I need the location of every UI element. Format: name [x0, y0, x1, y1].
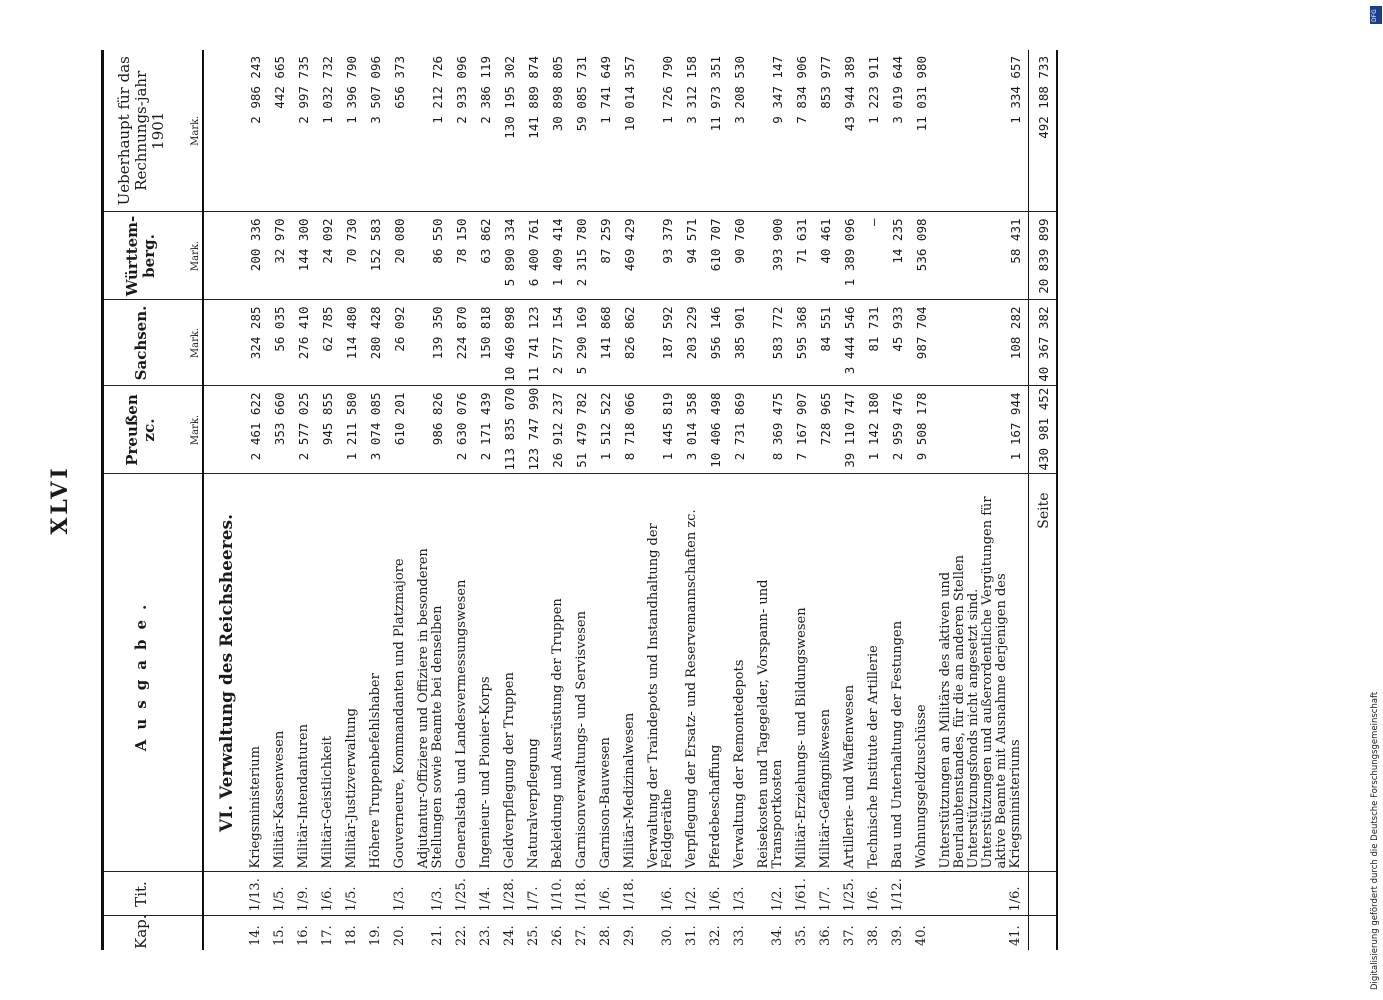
- wuerttemberg-cell: 1 389 096: [838, 212, 862, 300]
- kap-cell: 24.: [502, 925, 517, 946]
- description-cell: Technische Institute der Artillerie: [862, 474, 886, 872]
- tit-cell: 1/28.: [498, 872, 522, 916]
- total-cell: 141 889 874: [522, 50, 546, 212]
- kap-cell: 31.: [684, 925, 699, 946]
- sachsen-cell: 956 146: [704, 300, 728, 386]
- sachsen-cell: 2 577 154: [546, 300, 570, 386]
- table-row: [340, 50, 364, 950]
- kap-cell: 18.: [344, 925, 359, 946]
- wuerttemberg-cell: 32 970: [268, 212, 292, 300]
- description-cell: Pferdebeschaffung: [704, 474, 728, 872]
- tit-cell: 1/6.: [934, 872, 1029, 916]
- wuerttemberg-cell: 87 259: [594, 212, 618, 300]
- wuerttemberg-cell: 78 150: [450, 212, 474, 300]
- table-row: [412, 50, 450, 950]
- tit-cell: 1/13.: [244, 872, 268, 916]
- description-cell: Militär-Geistlichkeit: [316, 474, 340, 872]
- kap-cell: 39.: [890, 925, 905, 946]
- preussen-cell: 2 731 869: [728, 386, 752, 474]
- kap-cell: 34.: [770, 925, 785, 946]
- tit-cell: 1/3.: [388, 872, 412, 916]
- tit-cell: 1/5.: [340, 872, 364, 916]
- section-total: [203, 50, 244, 212]
- total-cell: 1 223 911: [862, 50, 886, 212]
- wuerttemberg-cell: 1 409 414: [546, 212, 570, 300]
- digitization-note: [1370, 20, 1383, 990]
- wuerttemberg-cell: 393 900: [752, 212, 790, 300]
- sum-tit: [1029, 872, 1058, 916]
- tit-cell: 1/2.: [752, 872, 790, 916]
- sachsen-cell: 385 901: [728, 300, 752, 386]
- section-preussen: [203, 386, 244, 474]
- kap-cell: 23.: [478, 925, 493, 946]
- wuerttemberg-cell: 2 315 780: [570, 212, 594, 300]
- header-row: [103, 50, 179, 950]
- kap-cell: 35.: [794, 925, 809, 946]
- total-cell: 9 347 147: [752, 50, 790, 212]
- wuerttemberg-cell: 63 862: [474, 212, 498, 300]
- table-row: [594, 50, 618, 950]
- unit-empty-kap: [178, 916, 203, 950]
- table-row: [814, 50, 838, 950]
- preussen-cell: 3 014 358: [680, 386, 704, 474]
- total-cell: 130 195 302: [498, 50, 522, 212]
- kap-header: Kap.: [103, 916, 179, 950]
- sachsen-cell: 324 285: [244, 300, 268, 386]
- table-body: [203, 50, 1029, 950]
- sachsen-cell: 826 862: [618, 300, 642, 386]
- tit-cell: 1/9.: [292, 872, 316, 916]
- tit-cell: 1/25.: [450, 872, 474, 916]
- wuerttemberg-cell: 20 080: [388, 212, 412, 300]
- total-cell: 3 208 530: [728, 50, 752, 212]
- tit-cell: 1/25.: [838, 872, 862, 916]
- preussen-cell: 1 167 944: [934, 386, 1029, 474]
- preussen-cell: 26 912 237: [546, 386, 570, 474]
- sum-preussen: 430 981 452: [1029, 386, 1058, 474]
- wuerttemberg-cell: 200 336: [244, 212, 268, 300]
- wuerttemberg-cell: 469 429: [618, 212, 642, 300]
- table-row: [450, 50, 474, 950]
- sachsen-cell: 203 229: [680, 300, 704, 386]
- preussen-cell: 2 959 476: [886, 386, 910, 474]
- description-cell: Militär-Medizinalwesen: [618, 474, 642, 872]
- description-cell: Naturalverpflegung: [522, 474, 546, 872]
- table-row: [838, 50, 862, 950]
- table-row: [910, 50, 934, 950]
- tit-cell: 1/2.: [680, 872, 704, 916]
- expenditure-table: [101, 50, 1058, 950]
- preussen-cell: 610 201: [388, 386, 412, 474]
- kap-cell: 28.: [598, 925, 613, 946]
- preussen-cell: 123 747 990: [522, 386, 546, 474]
- tit-cell: 1/7.: [814, 872, 838, 916]
- table-row: [316, 50, 340, 950]
- preussen-cell: 8 369 475: [752, 386, 790, 474]
- tit-cell: 1/6.: [704, 872, 728, 916]
- wuerttemberg-cell: 5 890 334: [498, 212, 522, 300]
- description-cell: Kriegsministerium: [244, 474, 268, 872]
- wuerttemberg-cell: —: [862, 212, 886, 300]
- unit-empty-desc: [178, 474, 203, 872]
- description-cell: Wohnungsgeldzuschüsse: [910, 474, 934, 872]
- sachsen-cell: 108 282: [934, 300, 1029, 386]
- tit-cell: 1/12.: [886, 872, 910, 916]
- page-number: XLVI: [47, 465, 73, 535]
- section-row: [203, 50, 244, 950]
- total-cell: 1 212 726: [412, 50, 450, 212]
- kap-cell: 33.: [732, 925, 747, 946]
- wuerttemberg-cell: 14 235: [886, 212, 910, 300]
- description-cell: Militär-Justizverwaltung: [340, 474, 364, 872]
- total-cell: 43 944 389: [838, 50, 862, 212]
- total-cell: 30 898 805: [546, 50, 570, 212]
- total-cell: 3 507 096: [364, 50, 388, 212]
- description-cell: Militär-Kassenwesen: [268, 474, 292, 872]
- table-row: [388, 50, 412, 950]
- kap-cell: 16.: [296, 925, 311, 946]
- wuerttemberg-cell: 71 631: [790, 212, 814, 300]
- table-row: [522, 50, 546, 950]
- table-row: [934, 50, 1029, 950]
- sachsen-cell: 26 092: [388, 300, 412, 386]
- wuerttemberg-cell: 610 707: [704, 212, 728, 300]
- description-cell: Geldverpflegung der Truppen: [498, 474, 522, 872]
- sachsen-cell: 139 350: [412, 300, 450, 386]
- preussen-cell: 10 406 498: [704, 386, 728, 474]
- kap-cell: 22.: [454, 925, 469, 946]
- description-cell: Verwaltung der Traindepots und Instandhaltung der Feldgeräthe: [642, 474, 680, 872]
- kap-cell: 37.: [842, 925, 857, 946]
- sachsen-cell: 11 741 123: [522, 300, 546, 386]
- tit-cell: 1/61.: [790, 872, 814, 916]
- total-cell: 3 019 644: [886, 50, 910, 212]
- tit-cell: 1/18.: [618, 872, 642, 916]
- total-cell: 1 741 649: [594, 50, 618, 212]
- preussen-cell: 51 479 782: [570, 386, 594, 474]
- description-cell: Adjutantur-Offiziere und Offiziere in besonderen Stellungen sowie Beamte bei denselben: [412, 474, 450, 872]
- table-row: [680, 50, 704, 950]
- tit-cell: 1/3.: [728, 872, 752, 916]
- table-row: [642, 50, 680, 950]
- kap-cell: 14.: [248, 925, 263, 946]
- preussen-cell: 39 110 747: [838, 386, 862, 474]
- tit-cell: [364, 872, 388, 916]
- total-cell: 1 032 732: [316, 50, 340, 212]
- wuerttemberg-cell: 24 092: [316, 212, 340, 300]
- kap-cell: 19.: [368, 925, 383, 946]
- unit-empty-tit: [178, 872, 203, 916]
- preussen-cell: 1 211 580: [340, 386, 364, 474]
- table-row: [790, 50, 814, 950]
- sachsen-cell: 84 551: [814, 300, 838, 386]
- preussen-cell: 1 445 819: [642, 386, 680, 474]
- unit-preussen: Mark.: [178, 386, 203, 474]
- document-page: [47, 50, 1241, 950]
- description-header: Ausgabe.: [103, 474, 179, 872]
- preussen-cell: 986 826: [412, 386, 450, 474]
- tit-cell: 1/18.: [570, 872, 594, 916]
- preussen-cell: 7 167 907: [790, 386, 814, 474]
- preussen-cell: 2 461 622: [244, 386, 268, 474]
- dfg-logo-text: DFG: [1371, 9, 1378, 22]
- sachsen-cell: 150 818: [474, 300, 498, 386]
- total-cell: 1 334 657: [934, 50, 1029, 212]
- tit-cell: [910, 872, 934, 916]
- total-cell: 3 312 158: [680, 50, 704, 212]
- total-cell: 2 386 119: [474, 50, 498, 212]
- total-cell: 442 665: [268, 50, 292, 212]
- sum-kap: [1029, 916, 1058, 950]
- description-cell: Gouverneure, Kommandanten und Platzmajore: [388, 474, 412, 872]
- wuerttemberg-cell: 70 730: [340, 212, 364, 300]
- kap-cell: 20.: [392, 925, 407, 946]
- tit-cell: 1/5.: [268, 872, 292, 916]
- description-cell: Ingenieur- und Pionier-Korps: [474, 474, 498, 872]
- kap-cell: 25.: [526, 925, 541, 946]
- sachsen-cell: 987 704: [910, 300, 934, 386]
- description-cell: Bekleidung und Ausrüstung der Truppen: [546, 474, 570, 872]
- total-cell: 2 933 096: [450, 50, 474, 212]
- sachsen-cell: 280 428: [364, 300, 388, 386]
- kap-cell: 27.: [574, 925, 589, 946]
- table-row: [570, 50, 594, 950]
- total-header: Ueberhaupt für das Rechnungs-jahr 1901: [103, 50, 179, 212]
- tit-cell: 1/4.: [474, 872, 498, 916]
- digitization-note-text: Digitalisierung gefördert durch die Deutsche Forschungsgemeinschaft: [1370, 691, 1380, 990]
- sachsen-cell: 81 731: [862, 300, 886, 386]
- wuerttemberg-cell: 6 400 761: [522, 212, 546, 300]
- tit-cell: 1/10.: [546, 872, 570, 916]
- sum-sachsen: 40 367 382: [1029, 300, 1058, 386]
- section-title: VI. Verwaltung des Reichsheeres.: [203, 474, 244, 872]
- table-row: [498, 50, 522, 950]
- sachsen-cell: 5 290 169: [570, 300, 594, 386]
- preussen-cell: 2 577 025: [292, 386, 316, 474]
- preussen-cell: 1 142 180: [862, 386, 886, 474]
- table-row: [268, 50, 292, 950]
- kap-cell: 15.: [272, 925, 287, 946]
- sachsen-cell: 595 368: [790, 300, 814, 386]
- total-cell: 1 726 790: [642, 50, 680, 212]
- preussen-cell: 3 074 085: [364, 386, 388, 474]
- kap-cell: 21.: [430, 925, 445, 946]
- description-cell: Generalstab und Landesvermessungswesen: [450, 474, 474, 872]
- sachsen-cell: 45 933: [886, 300, 910, 386]
- sachsen-cell: 141 868: [594, 300, 618, 386]
- kap-cell: 17.: [320, 925, 335, 946]
- sachsen-cell: 276 410: [292, 300, 316, 386]
- preussen-cell: 8 718 066: [618, 386, 642, 474]
- total-cell: 2 986 243: [244, 50, 268, 212]
- wuerttemberg-cell: 86 550: [412, 212, 450, 300]
- sachsen-cell: 62 785: [316, 300, 340, 386]
- tit-cell: 1/6.: [862, 872, 886, 916]
- table-row: [618, 50, 642, 950]
- preussen-cell: 2 630 076: [450, 386, 474, 474]
- preussen-cell: 728 965: [814, 386, 838, 474]
- kap-cell: 29.: [622, 925, 637, 946]
- total-cell: 7 834 906: [790, 50, 814, 212]
- description-cell: Garnison-Bauwesen: [594, 474, 618, 872]
- kap-cell: 30.: [660, 925, 675, 946]
- preussen-cell: 2 171 439: [474, 386, 498, 474]
- kap-cell: 26.: [550, 925, 565, 946]
- tit-cell: 1/3.: [412, 872, 450, 916]
- sachsen-cell: 56 035: [268, 300, 292, 386]
- sachsen-cell: 10 469 898: [498, 300, 522, 386]
- total-cell: 2 997 735: [292, 50, 316, 212]
- table-row: [546, 50, 570, 950]
- table-row: [474, 50, 498, 950]
- table-row: [752, 50, 790, 950]
- tit-cell: 1/6.: [594, 872, 618, 916]
- preussen-cell: 945 855: [316, 386, 340, 474]
- preussen-header: Preußen zc.: [103, 386, 179, 474]
- wuerttemberg-header: Württem-berg.: [103, 212, 179, 300]
- sachsen-cell: 3 444 546: [838, 300, 862, 386]
- tit-header: Tit.: [103, 872, 179, 916]
- tit-cell: 1/6.: [642, 872, 680, 916]
- preussen-cell: 9 508 178: [910, 386, 934, 474]
- table-row: [728, 50, 752, 950]
- description-cell: Reisekosten und Tagegelder, Vorspann- und Transportkosten: [752, 474, 790, 872]
- wuerttemberg-cell: 152 583: [364, 212, 388, 300]
- sum-wuerttemberg: 20 839 899: [1029, 212, 1058, 300]
- kap-cell: 41.: [1008, 925, 1023, 946]
- tit-cell: 1/7.: [522, 872, 546, 916]
- total-cell: 59 085 731: [570, 50, 594, 212]
- wuerttemberg-cell: 90 760: [728, 212, 752, 300]
- description-cell: Artillerie- und Waffenwesen: [838, 474, 862, 872]
- table-row: [364, 50, 388, 950]
- unit-total: Mark.: [178, 50, 203, 212]
- description-cell: Höhere Truppenbefehlshaber: [364, 474, 388, 872]
- total-cell: 853 977: [814, 50, 838, 212]
- table-row: [886, 50, 910, 950]
- wuerttemberg-cell: 536 098: [910, 212, 934, 300]
- total-cell: 11 973 351: [704, 50, 728, 212]
- sum-row: [1029, 50, 1058, 950]
- tit-cell: 1/6.: [316, 872, 340, 916]
- kap-cell: 32.: [708, 925, 723, 946]
- table-row: [704, 50, 728, 950]
- wuerttemberg-cell: 58 431: [934, 212, 1029, 300]
- kap-cell: 36.: [818, 925, 833, 946]
- total-cell: 11 031 980: [910, 50, 934, 212]
- description-cell: Bau und Unterhaltung der Festungen: [886, 474, 910, 872]
- kap-cell: 38.: [866, 925, 881, 946]
- sum-total: 492 188 733: [1029, 50, 1058, 212]
- kap-cell: 40.: [914, 925, 929, 946]
- total-cell: 1 396 790: [340, 50, 364, 212]
- description-cell: Unterstützungen an Militärs des aktiven und Beurlaubtenstandes, für die an anderen Stellen Unterstützungsfonds nicht angesetzt sind. Unterstützungen und außerordentliche Vergütungen für aktive Beamte mit Ausnahme derjenigen des Kriegsministeriums: [934, 474, 1029, 872]
- section-wuerttemberg: [203, 212, 244, 300]
- preussen-cell: 353 660: [268, 386, 292, 474]
- description-cell: Militär-Intendanturen: [292, 474, 316, 872]
- total-cell: 656 373: [388, 50, 412, 212]
- unit-row: [178, 50, 203, 950]
- table-row: [292, 50, 316, 950]
- total-cell: 10 014 357: [618, 50, 642, 212]
- sum-label: Seite: [1029, 474, 1058, 872]
- preussen-cell: 113 835 070: [498, 386, 522, 474]
- sachsen-cell: 224 870: [450, 300, 474, 386]
- table-row: [244, 50, 268, 950]
- description-cell: Garnisonverwaltungs- und Servisvesen: [570, 474, 594, 872]
- description-cell: Verwaltung der Remontedepots: [728, 474, 752, 872]
- sachsen-cell: 187 592: [642, 300, 680, 386]
- description-cell: Verpflegung der Ersatz- und Reservemannschaften zc.: [680, 474, 704, 872]
- wuerttemberg-cell: 40 461: [814, 212, 838, 300]
- description-cell: Militär-Erziehungs- und Bildungswesen: [790, 474, 814, 872]
- table-row: [862, 50, 886, 950]
- section-sachsen: [203, 300, 244, 386]
- section-tit: [203, 872, 244, 916]
- preussen-cell: 1 512 522: [594, 386, 618, 474]
- section-kap: [203, 916, 244, 950]
- sachsen-cell: 583 772: [752, 300, 790, 386]
- sachsen-header: Sachsen.: [103, 300, 179, 386]
- wuerttemberg-cell: 93 379: [642, 212, 680, 300]
- unit-sachsen: Mark.: [178, 300, 203, 386]
- wuerttemberg-cell: 94 571: [680, 212, 704, 300]
- description-cell: Militär-Gefängnißwesen: [814, 474, 838, 872]
- unit-wuerttemberg: Mark.: [178, 212, 203, 300]
- sachsen-cell: 114 480: [340, 300, 364, 386]
- wuerttemberg-cell: 144 300: [292, 212, 316, 300]
